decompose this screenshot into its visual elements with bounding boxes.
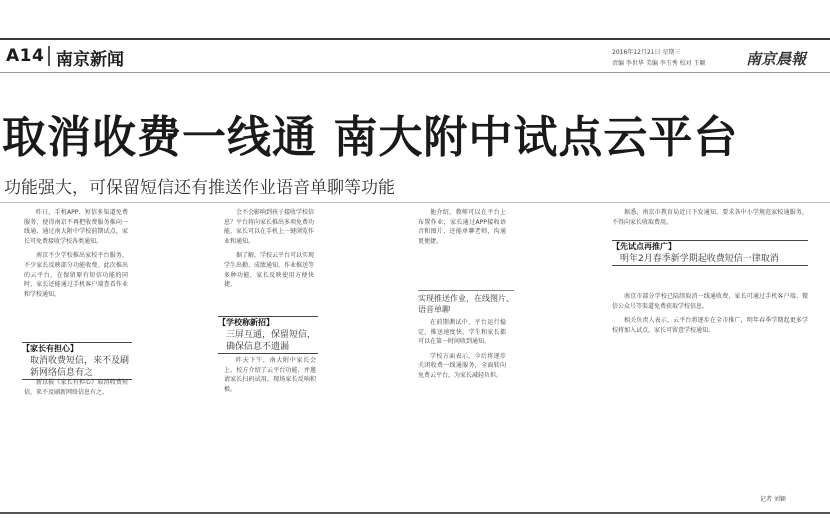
- callout-heading: 【家长有担心】: [22, 344, 78, 353]
- paragraph: 据悉，南京市教育局近日下发通知，要求各中小学规范家校通服务，不得向家长收取费用。: [612, 209, 808, 226]
- section-title: 南京新闻: [56, 50, 124, 70]
- header-rule-bottom: [0, 72, 830, 73]
- paragraph: 昨天下午，南大附中家长会上，校方介绍了云平台功能，并邀请家长扫码试用，现场家长反响积极。: [224, 357, 316, 393]
- paragraph: 他介绍，教师可以在平台上布置作业，家长通过APP接收语音和图片，还能单聊老师，沟通更便捷。: [418, 209, 506, 245]
- footer-rule: [0, 512, 830, 514]
- body-divider: [0, 202, 830, 203]
- editor-credits: 责编 李世华 美编 李玉秀 校对 王颖: [612, 60, 706, 67]
- paragraph: 新京报《家长有担心》取消收费短信，来不及刷新网络信息有之。: [24, 379, 128, 396]
- callout-text: 明年2月春季新学期起收费短信一律取消: [620, 254, 779, 264]
- column-subheading: 实现推送作业，在线图片、语音单聊: [418, 290, 514, 315]
- issue-date: 2016年12月21日 星期三: [612, 49, 681, 56]
- newspaper-masthead-logo: 南京晨報: [746, 50, 807, 68]
- article-column-1-lower: [24, 378, 128, 508]
- callout-heading: 【学校称新招】: [218, 318, 274, 327]
- callout-box-pilot-promotion: [612, 240, 808, 266]
- paragraph: 在前期测试中，平台运行稳定，推送速度快，学生和家长都可以在第一时间收到通知。: [418, 319, 506, 346]
- article-column-4-top: [612, 208, 808, 238]
- paragraph: 会不会影响到孩子接收学校信息？平台将向家长推出多项免费功能，家长可以在手机上一键浏览作业和通知。: [224, 209, 314, 245]
- headline: 取消收费一线通 南大附中试点云平台: [2, 112, 739, 163]
- byline: 记者 刘颖: [760, 496, 786, 503]
- paragraph: 相关负责人表示，云平台将逐步在全市推广，明年春季学期起更多学校将加入试点，家长可留意学校通知。: [612, 317, 808, 334]
- header-separator: [48, 46, 50, 66]
- callout-box-school-plan: [218, 316, 318, 354]
- paragraph: 据了解，学校云平台可以实现学生出勤、成绩通知、作业推送等多种功能，家长反映使用方便快捷。: [224, 252, 314, 289]
- page-number: A14: [6, 46, 45, 66]
- paragraph: 南京市部分学校已陆续取消一线通收费，家长可通过手机客户端、微信公众号等渠道免费获取学校信息。: [612, 293, 808, 310]
- callout-text: 三屏互通，保留短信，确保信息不遗漏: [226, 330, 317, 352]
- callout-heading: 【先试点再推广】: [612, 242, 676, 251]
- subheadline: 功能强大，可保留短信还有推送作业语音单聊等功能: [4, 178, 395, 198]
- callout-box-parents-worry: [22, 342, 132, 380]
- article-column-3: [418, 208, 506, 284]
- paragraph: 南京不少学校推出家校平台服务，不少家长反映部分功能收费。此次推出的云平台，在保留原有短信功能的同时，家长还能通过手机客户端查看作业和学校通知。: [24, 252, 128, 298]
- article-column-2-lower: [224, 356, 316, 506]
- article-column-3-lower: [418, 318, 506, 508]
- article-column-4: [612, 292, 808, 488]
- paragraph: 昨日，手机APP、短信多渠道免费服务，使得南京不再把收费服务推向一线通，通过南大附中学校前期试点，家长可免费接收学校各类通知。: [24, 209, 128, 245]
- callout-text: 取消收费短信，来不及刷新网络信息有之: [30, 356, 130, 378]
- paragraph: 学校方面表示，今后将逐步关闭收费一线通服务，全面转向免费云平台，为家长减轻负担。: [418, 352, 506, 379]
- header-rule-top: [0, 38, 830, 40]
